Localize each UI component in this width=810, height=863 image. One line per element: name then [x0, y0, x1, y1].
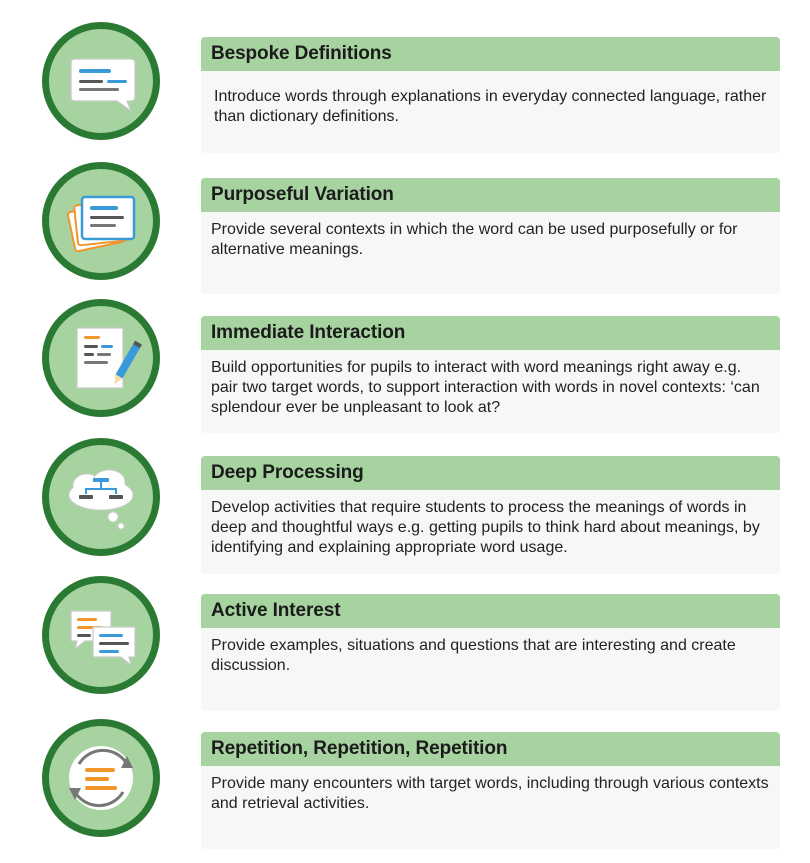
strategy-icon-circle: [42, 22, 160, 140]
card-header: [201, 456, 780, 490]
card-header: [201, 37, 780, 71]
card-description: Develop activities that require students to process the meanings of words in deep and thoughtful ways e.g. getting pupils to think hard about meanings, by identifying and explaining appropriate word usage.: [211, 499, 760, 556]
card-description: Introduce words through explanations in everyday connected language, rather than dictionary definitions.: [214, 88, 767, 125]
strategy-icon-circle: [42, 438, 160, 556]
card-header: [201, 178, 780, 212]
strategy-card: [201, 37, 780, 153]
chat-bubbles-icon: [49, 583, 153, 687]
strategy-card: [201, 178, 780, 294]
card-title: Active Interest: [211, 600, 341, 621]
strategy-icon-circle: [42, 576, 160, 694]
card-title: Immediate Interaction: [211, 322, 406, 343]
document-pencil-icon: [49, 306, 153, 410]
strategy-card: [201, 456, 780, 574]
card-description: Provide examples, situations and questions that are interesting and create discussion.: [211, 637, 736, 674]
strategy-icon-circle: [42, 719, 160, 837]
card-title: Purposeful Variation: [211, 184, 394, 205]
repeat-cycle-icon: [49, 726, 153, 830]
card-header: [201, 316, 780, 350]
card-header: [201, 732, 780, 766]
card-header: [201, 594, 780, 628]
card-description: Provide several contexts in which the word can be used purposefully or for alternative meanings.: [211, 221, 738, 258]
strategy-card: [201, 594, 780, 711]
card-description: Provide many encounters with target words, including through various contexts and retrieval activities.: [211, 775, 769, 812]
card-title: Deep Processing: [211, 462, 364, 483]
card-title: Repetition, Repetition, Repetition: [211, 738, 508, 759]
stacked-cards-icon: [49, 169, 153, 273]
thought-cloud-icon: [49, 445, 153, 549]
strategy-icon-circle: [42, 162, 160, 280]
strategy-card: [201, 316, 780, 433]
strategy-card: [201, 732, 780, 849]
card-title: Bespoke Definitions: [211, 43, 392, 64]
speech-bubble-icon: [49, 29, 153, 133]
strategy-icon-circle: [42, 299, 160, 417]
card-description: Build opportunities for pupils to interact with word meanings right away e.g. pair two target words, to support interaction with words in novel contexts: ‘can splendour ever be unpleasant to look at?: [211, 359, 760, 416]
